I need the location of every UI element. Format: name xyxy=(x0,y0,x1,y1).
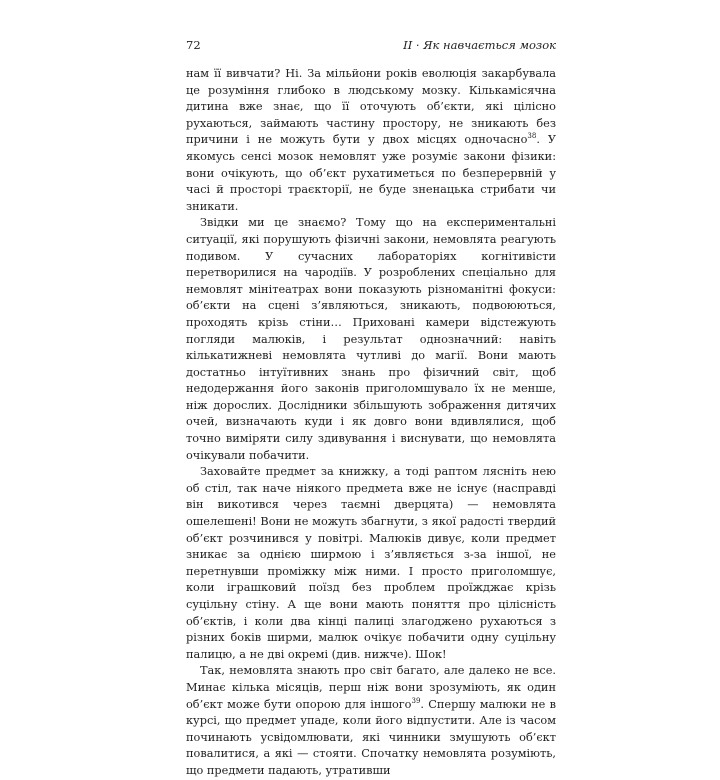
paragraph-2-text: Звідки ми це знаємо? Тому що на експериментальні ситуації, які порушують фізичні закони, немовлята реагують подивом. У сучасних лабораторіях когнітивісти перетворилися на чародіїв. У розроблених спеціально для немовлят мінітеатрах вони показують різноманітні фокуси: об’єкти на сцені з’являються, зникають, подвоюються, проходять крізь стіни… Приховані камери відстежують погляди малюків, і результат однозначний: навіть кількатижневі немовлята чутливі до магії. Вони мають достатньо інтуїтивних знань про фізичний світ, щоб недодержання його законів приголомшувало їх не менше, ніж дорослих. Дослідники збільшують зображення дитячих очей, визначають куди і як довго вони вдивлялися, щоб точно виміряти силу здивування і виснувати, що немовлята очікували побачити. xyxy=(186,216,556,462)
page-number: 72 xyxy=(186,38,201,52)
footnote-ref-38: 38 xyxy=(527,132,537,141)
book-page xyxy=(186,38,556,780)
running-head: II · Як навчається мозок xyxy=(403,38,556,52)
paragraph-4 xyxy=(186,663,556,779)
paragraph-1 xyxy=(186,66,556,215)
paragraph-3-text: Заховайте предмет за книжку, а тоді раптом лясніть нею об стіл, так наче ніякого предмета вже не існує (насправді він викотився через таємні дверцята) — немовлята ошелешені! Вони не можуть збагнути, з якої радості твердий об’єкт розчинився у повітрі. Малюків дивує, коли предмет зникає за однією ширмою і з’являється з-за іншої, не перетнувши проміжку між ними. І просто приголомшує, коли іграшковий поїзд без проблем проїжджає крізь суцільну стіну. А ще вони мають поняття про цілісність об’єктів, і коли два кінці палиці злагоджено рухаються з різних боків ширми, малюк очікує побачити одну суцільну палицю, а не дві окремі (див. нижче). Шок! xyxy=(186,465,556,661)
paragraph-3 xyxy=(186,464,556,663)
page-header xyxy=(186,38,556,56)
paragraph-2 xyxy=(186,215,556,464)
paragraph-1-text-b: . У якомусь сенсі мозок немовлят уже розуміє закони фізики: вони очікують, що об’єкт рухатиметься по безперервній у часі й просторі траєкторії, не буде зненацька стрибати чи зникати. xyxy=(186,133,556,213)
footnote-ref-39: 39 xyxy=(411,696,421,705)
paragraph-4-text-a: Так, немовлята знають про світ багато, але далеко не все. Минає кілька місяців, перш ніж вони зрозуміють, як один об’єкт може бути опорою для іншого xyxy=(186,664,556,711)
paragraph-4-text-b: . Спершу малюки не в курсі, що предмет упаде, коли його відпустити. Але із часом починають усвідомлювати, які чинники змушують об’єкт повалитися, а які — стояти. Спочатку немовлята розуміють, що предмети падають, утративши xyxy=(186,697,556,777)
body-text xyxy=(186,66,556,780)
paragraph-1-text-a: нам її вивчати? Ні. За мільйони років еволюція закарбувала це розуміння глибоко в людському мозку. Кількамісячна дитина вже знає, що її оточують об’єкти, які цілісно рухаються, займають частину простору, не зникають без причини і не можуть бути у двох місцях одночасно xyxy=(186,67,556,147)
